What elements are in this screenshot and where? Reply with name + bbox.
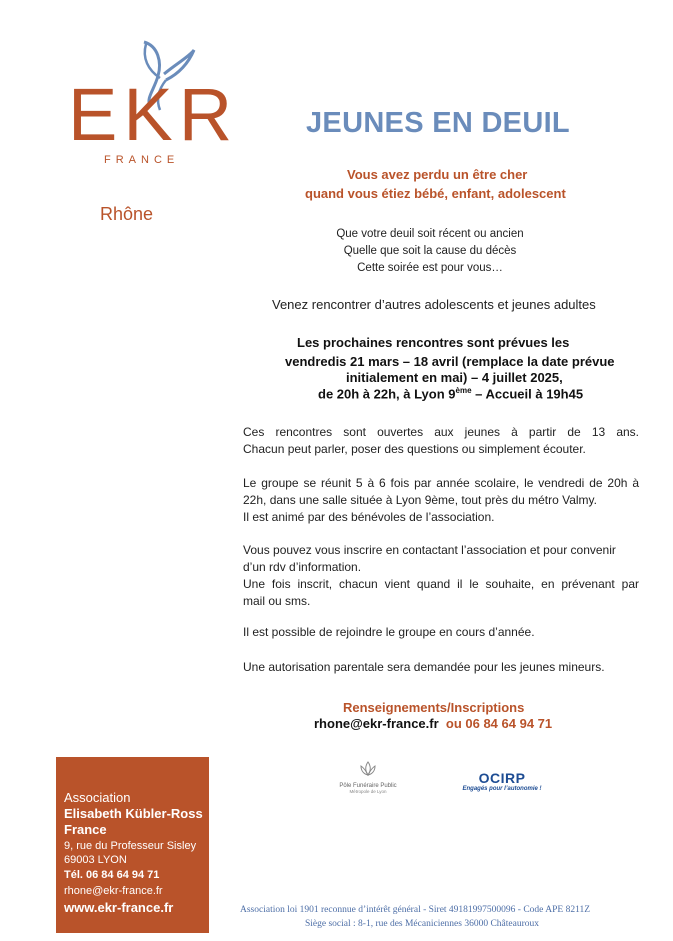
- address-city: 69003 LYON: [64, 854, 127, 866]
- meetings-line-2: vendredis 21 mars – 18 avril (remplace la date prévue: [285, 354, 615, 369]
- meetings-line-1: Les prochaines rencontres sont prévues les: [297, 335, 570, 350]
- paragraph-parental-authorization: Une autorisation parentale sera demandée pour les jeunes mineurs.: [243, 660, 605, 674]
- address-line-3: France: [64, 822, 107, 837]
- paragraph-audience: Ces rencontres sont ouvertes aux jeunes à partir de 13 ans. Chacun peut parler, poser des questions ou simplement écouter.: [243, 425, 639, 456]
- subtitle-line-1: Vous avez perdu un être cher: [347, 167, 528, 182]
- meetings-line-3: initialement en mai) – 4 juillet 2025,: [346, 370, 563, 385]
- address-box: [56, 757, 209, 933]
- address-phone[interactable]: Tél. 06 84 64 94 71: [64, 869, 160, 881]
- meetings-line-4: de 20h à 22h, à Lyon 9ème – Accueil à 19h45: [318, 386, 584, 402]
- address-line-1: Association: [64, 790, 131, 805]
- footer-legal-line: Association loi 1901 reconnue d’intérêt général - Siret 49181997500096 - Code APE 8211Z: [240, 905, 591, 915]
- address-street: 9, rue du Professeur Sisley: [64, 840, 197, 852]
- logo-subtitle: FRANCE: [104, 154, 180, 166]
- address-email[interactable]: rhone@ekr-france.fr: [64, 885, 163, 897]
- intro-line-2: Quelle que soit la cause du décès: [343, 245, 517, 257]
- intro-line-1: Que votre deuil soit récent ou ancien: [336, 228, 524, 240]
- contact-heading: Renseignements/Inscriptions: [343, 700, 525, 715]
- paragraph-registration: Vous pouvez vous inscrire en contactant l’association et pour convenir d’un rdv d’information. Une fois inscrit, chacun vient quand il le souhaite, en prévenant par mail ou sms.: [243, 543, 639, 608]
- contact-email[interactable]: rhone@ekr-france.fr: [314, 716, 439, 731]
- pfp-logo: Pôle Funéraire Public Métropole de Lyon: [328, 760, 408, 794]
- lotus-icon: [357, 760, 379, 778]
- address-website[interactable]: www.ekr-france.fr: [64, 900, 174, 915]
- page-title: JEUNES EN DEUIL: [306, 107, 570, 139]
- subtitle-line-2: quand vous étiez bébé, enfant, adolescent: [305, 186, 566, 201]
- address-line-2: Elisabeth Kübler-Ross: [64, 806, 203, 821]
- paragraph-join-anytime: Il est possible de rejoindre le groupe en cours d’année.: [243, 625, 535, 639]
- invitation-line: Venez rencontrer d’autres adolescents et jeunes adultes: [272, 297, 596, 312]
- logo-wordmark: EKR: [68, 73, 239, 156]
- ocirp-logo: OCIRP Engagés pour l’autonomie !: [462, 770, 542, 792]
- intro-line-3: Cette soirée est pour vous…: [357, 262, 503, 274]
- contact-line: [314, 716, 552, 731]
- contact-phone[interactable]: ou 06 84 64 94 71: [445, 716, 553, 731]
- region-label: Rhône: [100, 204, 154, 224]
- footer-address-line: Siège social : 8-1, rue des Mécaniciennes 36000 Châteauroux: [305, 919, 539, 929]
- paragraph-schedule: Le groupe se réunit 5 à 6 fois par année scolaire, le vendredi de 20h à 22h, dans une salle située à Lyon 9ème, tout près du métro Valmy. Il est animé par des bénévoles de l’association.: [243, 476, 639, 524]
